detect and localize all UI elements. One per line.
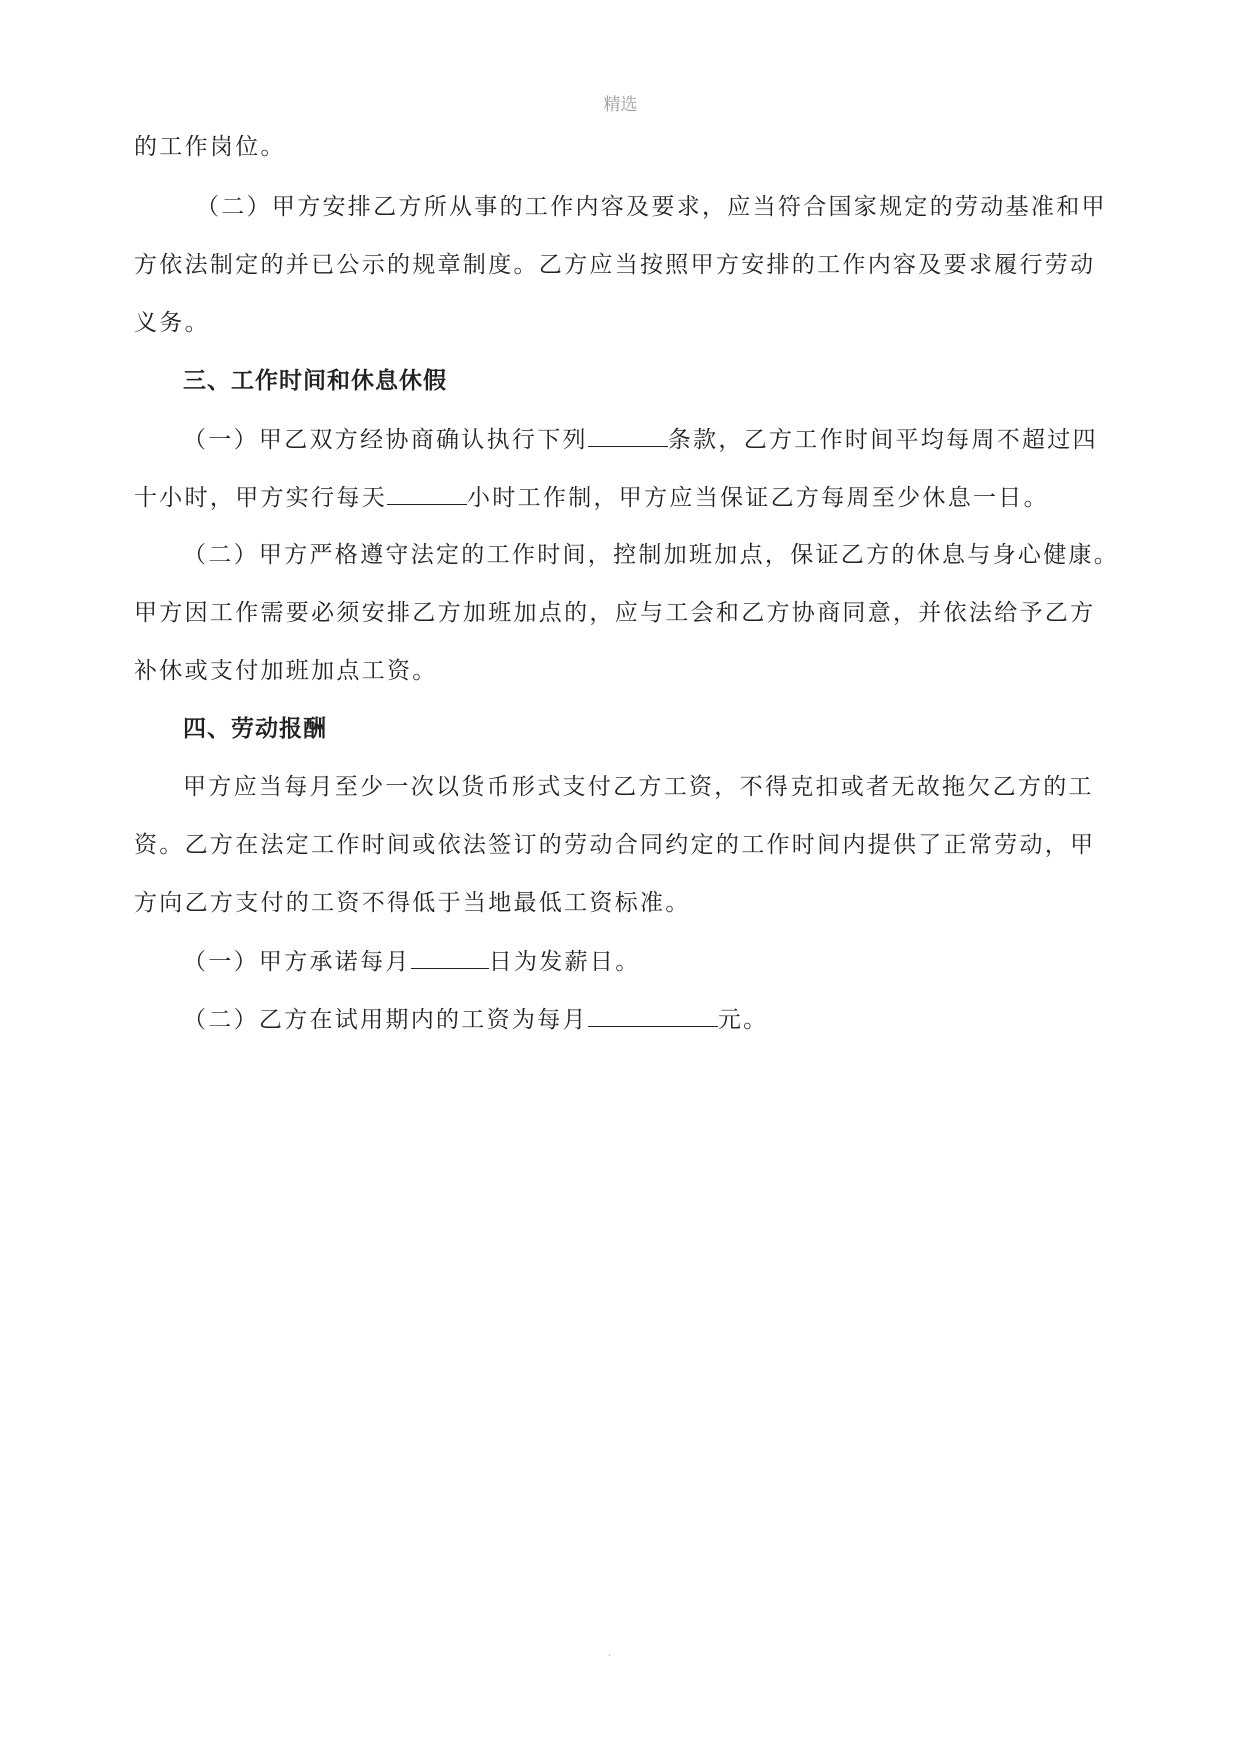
paragraph-line: （二）甲方严格遵守法定的工作时间，控制加班加点，保证乙方的休息与身心健康。 — [183, 542, 1120, 568]
text-segment: （二）乙方在试用期内的工资为每月 — [183, 1007, 588, 1033]
paragraph-line — [134, 482, 1049, 513]
paragraph-line — [183, 424, 1098, 455]
text-segment: （一）甲乙双方经协商确认执行下列 — [183, 427, 588, 453]
paragraph-line: 资。乙方在法定工作时间或依法签订的劳动合同约定的工作时间内提供了正常劳动，甲 — [134, 832, 1096, 858]
fill-blank[interactable] — [411, 946, 489, 969]
page-footer: . — [608, 1648, 612, 1659]
section-heading-3: 三、工作时间和休息休假 — [183, 368, 447, 394]
paragraph-line: 甲方因工作需要必须安排乙方加班加点的，应与工会和乙方协商同意，并依法给予乙方 — [134, 600, 1096, 626]
fill-blank[interactable] — [588, 424, 668, 447]
text-segment: （一）甲方承诺每月 — [183, 949, 411, 975]
paragraph-line: （二）甲方安排乙方所从事的工作内容及要求，应当符合国家规定的劳动基准和甲 — [196, 194, 1107, 220]
page-header: 精选 — [603, 95, 638, 115]
paragraph-line: 甲方应当每月至少一次以货币形式支付乙方工资，不得克扣或者无故拖欠乙方的工 — [183, 774, 1094, 800]
paragraph-line — [183, 946, 641, 977]
fill-blank[interactable] — [387, 482, 467, 505]
paragraph-line: 方向乙方支付的工资不得低于当地最低工资标准。 — [134, 890, 691, 916]
paragraph-line: 的工作岗位。 — [134, 134, 286, 160]
paragraph-line: 方依法制定的并已公示的规章制度。乙方应当按照甲方安排的工作内容及要求履行劳动 — [134, 252, 1096, 278]
section-heading-4: 四、劳动报酬 — [183, 716, 327, 742]
text-segment: 十小时，甲方实行每天 — [134, 485, 387, 511]
paragraph-line: 义务。 — [134, 310, 210, 336]
text-segment: 小时工作制，甲方应当保证乙方每周至少休息一日。 — [467, 485, 1049, 511]
text-segment: 元。 — [717, 1007, 769, 1033]
text-segment: 日为发薪日。 — [488, 949, 641, 975]
text-segment: 条款，乙方工作时间平均每周不超过四 — [667, 427, 1098, 453]
paragraph-line — [183, 1004, 768, 1035]
paragraph-line: 补休或支付加班加点工资。 — [134, 658, 438, 684]
fill-blank[interactable] — [588, 1004, 718, 1027]
